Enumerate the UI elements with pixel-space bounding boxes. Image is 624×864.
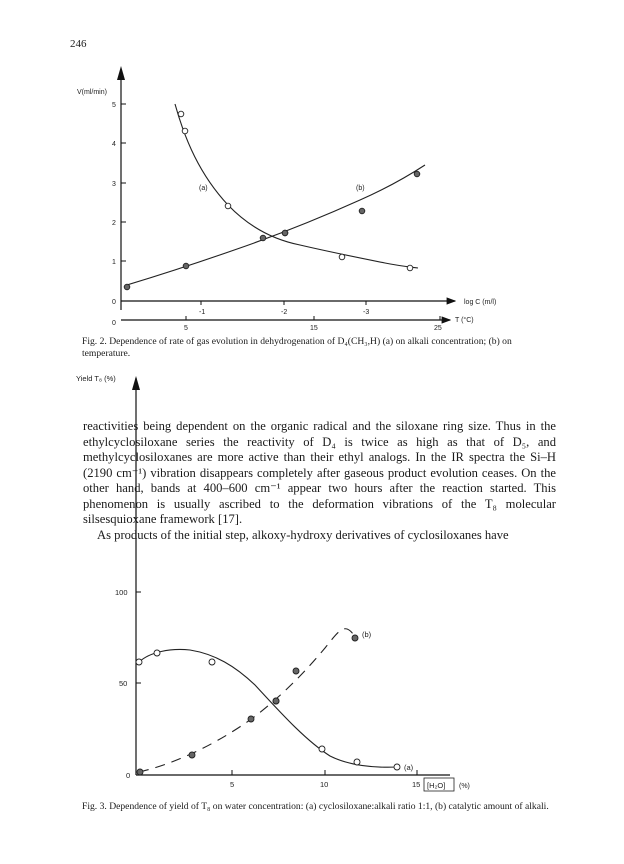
fig2-y-tick: 1	[112, 259, 116, 266]
fig3-point-b	[352, 635, 358, 641]
fig2-x2-tick: 5	[184, 325, 188, 332]
fig3-x-tick: 10	[320, 780, 329, 789]
fig3-caption-text: Dependence of yield of T₈ on water concentration: (a) cyclosiloxane:alkali ratio 1:1, (b) catalytic amount of alkali.	[109, 801, 549, 812]
fig2-point-a	[182, 128, 188, 134]
fig2-point-a	[225, 203, 231, 209]
fig2-x2-tick: 15	[310, 325, 318, 332]
fig2-curve-a-label: (a)	[199, 185, 208, 192]
fig3-point-a	[154, 650, 160, 656]
body-paragraph-1: reactivities being dependent on the organic radical and the siloxane ring size. Thus in the ethylcyclosiloxane series the reactivity of D₄ is twice as high as that of D₅, and methylcyclosiloxanes are more active than their ethyl analogs. In the IR spectra the Si–H (2190 cm⁻¹) vibration disappears completely after gaseous product evolution ceases. On the other hand, bands at 400–600 cm⁻¹ appear two hours after the reaction started. This phenomenon is usually ascribed to the deformation vibrations of the T₈ molecular silsesquioxane framework [17].	[83, 419, 556, 526]
fig3-x-tick: 5	[230, 780, 235, 789]
fig3-y-arrow	[132, 376, 140, 390]
fig2-y-label: V(ml/min)	[77, 89, 107, 96]
fig2-caption-text: Dependence of rate of gas evolution in dehydrogenation of D₄(CH₃,H) (a) on alkali concentration; (b) on temperature.	[82, 336, 512, 359]
fig2-x1-tick: -3	[363, 309, 370, 316]
fig2-origin-top: 0	[112, 299, 116, 306]
fig3-point-a	[136, 659, 142, 665]
fig3-point-b	[137, 769, 143, 775]
fig2-point-a	[339, 254, 345, 260]
fig2-x1-label: log C (m/l)	[464, 299, 497, 306]
fig3-y-tick: 100	[115, 588, 128, 597]
fig2-y-ticks	[112, 102, 126, 266]
fig2-point-b	[124, 284, 130, 290]
fig3-y-tick: 0	[126, 771, 131, 780]
fig2-caption-label: Fig. 2.	[82, 336, 107, 347]
fig3-curve-a-label: (a)	[404, 763, 414, 772]
fig2-point-b	[414, 171, 420, 177]
fig2-point-a	[407, 265, 413, 271]
fig2-point-b	[282, 230, 288, 236]
fig3-points-a	[136, 650, 400, 770]
fig2-chart	[77, 66, 496, 332]
fig3-point-b	[273, 698, 279, 704]
fig3-point-a	[319, 746, 325, 752]
fig2-x2-tick: 25	[434, 325, 442, 332]
fig3-point-a	[354, 759, 360, 765]
fig3-point-a	[209, 659, 215, 665]
fig3-y-tick: 50	[119, 679, 128, 688]
fig3-point-b	[248, 716, 254, 722]
fig3-x-tick: 15	[412, 780, 421, 789]
fig2-points-a	[178, 111, 413, 271]
fig3-point-b	[293, 668, 299, 674]
fig3-x-label: [H₂O]	[427, 781, 446, 790]
fig3-caption	[82, 801, 562, 813]
body-paragraph-2: As products of the initial step, alkoxy-hydroxy derivatives of cyclosiloxanes have	[97, 527, 509, 542]
fig3-curve-a	[139, 650, 398, 768]
fig3-point-b	[189, 752, 195, 758]
fig3-curve-b-label: (b)	[362, 630, 372, 639]
fig2-point-b	[260, 235, 266, 241]
fig2-curve-b-label: (b)	[356, 185, 365, 192]
fig2-y-tick: 4	[112, 141, 116, 148]
fig2-y-tick: 5	[112, 102, 116, 109]
fig3-x-label-unit: (%)	[459, 783, 470, 790]
fig2-point-b	[359, 208, 365, 214]
fig2-caption	[82, 336, 552, 360]
fig3-y-label: Yield T₈ (%)	[76, 374, 116, 383]
body-text	[83, 419, 556, 543]
fig2-y-tick: 3	[112, 181, 116, 188]
fig2-curve-b	[127, 165, 425, 285]
fig2-y-arrow	[117, 66, 125, 80]
fig2-y-tick: 2	[112, 220, 116, 227]
fig2-x1-tick: -2	[281, 309, 288, 316]
fig3-caption-label: Fig. 3.	[82, 801, 107, 812]
page-number: 246	[70, 38, 87, 50]
fig2-point-a	[178, 111, 184, 117]
fig2-point-b	[183, 263, 189, 269]
fig2-curve-a	[175, 104, 418, 268]
fig3-point-a	[394, 764, 400, 770]
fig2-x2-label: T (°C)	[455, 317, 474, 324]
fig3-points-b	[137, 635, 358, 775]
fig2-origin-bottom: 0	[112, 320, 116, 327]
fig2-x1-tick: -1	[199, 309, 206, 316]
